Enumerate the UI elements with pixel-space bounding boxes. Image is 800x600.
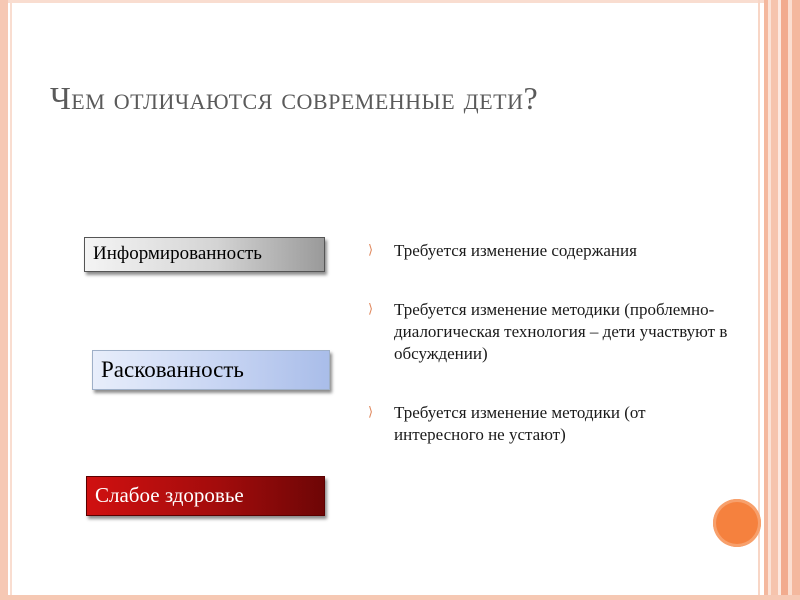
tag-relaxed: Раскованность	[92, 350, 330, 390]
bullet-arrow-icon: ⟩	[368, 405, 374, 420]
bullet-arrow-icon: ⟩	[368, 243, 374, 258]
bullet-item	[368, 299, 738, 365]
frame-bottom-border	[0, 595, 800, 600]
frame-left-border	[0, 0, 8, 600]
orange-circle-decoration	[713, 499, 761, 547]
bullet-list	[368, 240, 738, 446]
tag-informed: Информированность	[84, 237, 325, 272]
bullet-item	[368, 402, 738, 446]
bullet-item	[368, 240, 738, 262]
frame-top-border	[0, 0, 800, 3]
bullet-text: Требуется изменение содержания	[394, 241, 637, 260]
frame-right-line	[758, 0, 760, 600]
frame-right-stripes	[764, 0, 800, 600]
slide-title: Чем отличаются современные дети?	[50, 80, 539, 116]
bullet-text: Требуется изменение методики (от интересного не устают)	[394, 403, 646, 444]
bullet-text: Требуется изменение методики (проблемно-диалогическая технология – дети участвуют в обсуждении)	[394, 300, 728, 363]
bullet-arrow-icon: ⟩	[368, 302, 374, 317]
frame-left-line	[10, 0, 12, 600]
tag-weak-health: Слабое здоровье	[86, 476, 325, 516]
